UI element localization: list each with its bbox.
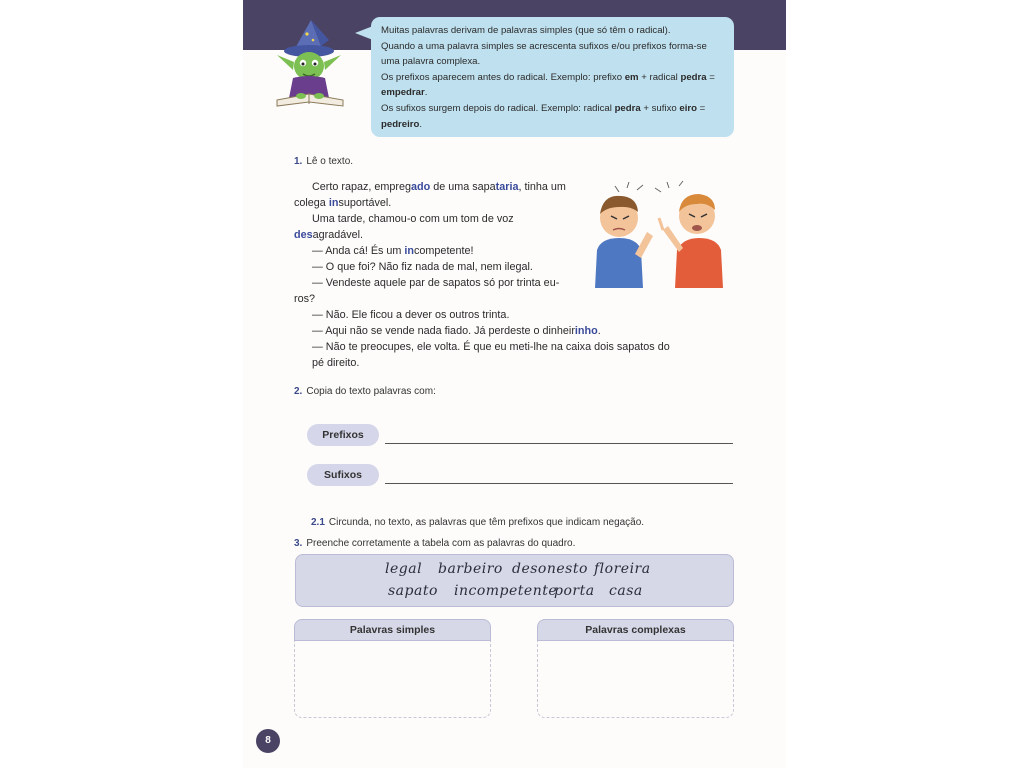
story-line: — O que foi? Não fiz nada de mal, nem ilegal. — [312, 261, 533, 273]
prefixes-answer-line[interactable] — [385, 443, 733, 444]
story-line: Uma tarde, chamou-o com um tom de voz — [312, 213, 514, 225]
word-card: casa — [609, 583, 643, 599]
story-line: desagradável. — [294, 229, 364, 241]
story-line: ros? — [294, 293, 316, 305]
info-box — [371, 17, 734, 137]
info-p4: Os sufixos surgem depois do radical. Exemplo: radical pedra + sufixo eiro = pedreiro. — [381, 102, 706, 130]
prefixes-label: Prefixos — [307, 424, 379, 446]
story-line: — Vendeste aquele par de sapatos só por trinta eu- — [312, 277, 560, 289]
question-2: 2. Copia do texto palavras com: — [294, 386, 436, 397]
page-number: 8 — [256, 729, 280, 753]
story-line: — Não te preocupes, ele volta. É que eu meti-lhe na caixa dois sapatos do — [312, 341, 670, 353]
info-p1: Muitas palavras derivam de palavras simples (que só têm o radical). — [381, 25, 671, 36]
word-card: floreira — [594, 561, 651, 577]
word-card: incompetente — [454, 583, 558, 599]
story-line: pé direito. — [312, 357, 360, 369]
info-p3: Os prefixos aparecem antes do radical. Exemplo: prefixo em + radical pedra = empedrar. — [381, 71, 715, 99]
info-p2: Quando a uma palavra simples se acrescenta sufixos e/ou prefixos forma-se uma palavra complexa. — [381, 40, 707, 68]
story-line: — Aqui não se vende nada fiado. Já perdeste o dinheirinho. — [312, 325, 601, 337]
story-line: colega insuportável. — [294, 197, 392, 209]
arguing-boys-illustration — [591, 180, 731, 288]
simple-words-header: Palavras simples — [294, 619, 491, 641]
suffixes-answer-line[interactable] — [385, 483, 733, 484]
question-2-1: 2.1 Circunda, no texto, as palavras que têm prefixos que indicam negação. — [311, 517, 645, 528]
word-card: legal — [385, 561, 423, 577]
complex-words-header: Palavras complexas — [537, 619, 734, 641]
word-card: porta — [554, 583, 595, 599]
question-3: 3. Preenche corretamente a tabela com as palavras do quadro. — [294, 538, 576, 549]
story-line: — Não. Ele ficou a dever os outros trinta. — [312, 309, 510, 321]
word-card: desonesto — [512, 561, 588, 577]
question-1: 1. Lê o texto. — [294, 156, 354, 167]
wizard-goblin-illustration — [271, 18, 351, 114]
word-card: barbeiro — [438, 561, 503, 577]
suffixes-label: Sufixos — [307, 464, 379, 486]
story-line: — Anda cá! És um incompetente! — [312, 245, 474, 257]
simple-words-cell[interactable] — [294, 641, 491, 718]
story-line: Certo rapaz, empregado de uma sapataria, tinha um — [312, 181, 566, 193]
word-box — [295, 554, 734, 607]
word-card: sapato — [388, 583, 438, 599]
complex-words-cell[interactable] — [537, 641, 734, 718]
workbook-page — [243, 0, 786, 768]
